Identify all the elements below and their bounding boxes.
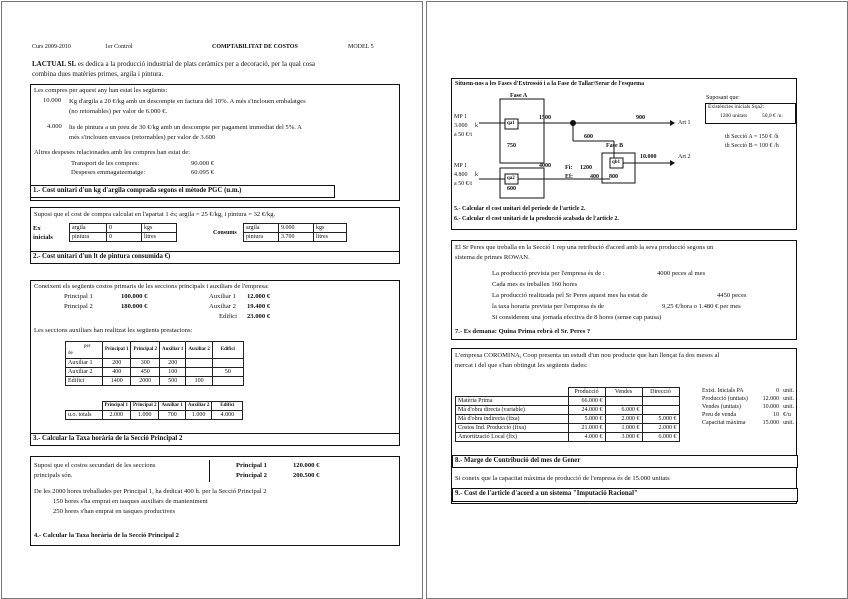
question-3: 3.- Calcular la Taxa horària de la Secció Principal 2: [30, 433, 400, 446]
rowan-box: El Sr Peres que treballa en la Secció 1 rep una retribució d'acord amb la seva producció segons un sistema de primes ROWAN. La producció prevista per l'empresa és de : 4000 peces al mes Cada mes es treballen 160 hores La producció realitzada pel Sr Peres aquest mes ha estat de 4450 peces la taxa horaria prevista per l'empresa és de 9,25 €/hora o 1.480 € per mes Si considerem una jornada efectiva de 8 hores (sense cap pausa) 7.- Es demana: Quina Prima rebrà el Sr. Peres ?: [451, 240, 797, 340]
question-8: 8.- Marge de Contribució del mes de Gener: [452, 455, 798, 468]
sections-box: Coneixent els següents costos primaris de les seccions principals i auxiliars de l'empresa: Principal 1 100.000 € Auxiliar 1 12.000 € Principal 2 180.000 € Auxiliar 2 19.400 € Edifici 23.000 € Les seccions auxiliars han realitzat les següents prestacions: per de Principal 1 Principal 2 Auxiliar 1 Auxiliar 2 Edifici Auxiliar 1 200 300 200 Auxiliar 2 400 450 100 50 Edifici 1400 2000 500 100 Principal 1 Principal 2 Auxiliar 1 Auxiliar 2 Edifici u.o. totals 2.000 1.000 700 1.000 4.000: [30, 280, 400, 446]
costs-table: Producció Vendes Direcció Matèria Prima 66.000 € Mà d'obra directa (variable) 24.000 € 6.000 € Mà d'obra indirecta (fixa) 5.000 € 2.000 € 5.000 € Costos Ind. Producció (fixa) 21.000 € 1.000 € 2.000 € Amortització Local (fix) 4.000 € 3.000 € 6.000 €: [455, 387, 680, 442]
coromina-box: L'empresa COROMINA, Coop presenta un estudi d'un nou producte que han llençat fa dos mesos al mercat i del que s'han obtingut les següents dades: Producció Vendes Direcció Matèria Prima 66.000 € Mà d'obra directa (variable) 24.000 € 6.000 € Mà d'obra indirecta (fixa) 5.000 € 2.000 € 5.000 € Costos Ind. Producció (fixa) 21.000 € 1.000 € 2.000 € Amortització Local (fix) 4.000 € 3.000 € 6.000 € Exist. Inicials PA 0 unit. Producció (unitats) 12.000 unit. Vendes (unitats) 10.000 unit. Preu de venda 10 €/u Capacitat màxima 15.000 unit. 8.- Marge de Contribució del mes de Gener Si coneix que la capacitat màxima de producció de l'empresa és de 15.000 unitats 9.- Cost de l'article d'acord a un sistema "Imputació Racional": [451, 348, 797, 504]
diagram-box: Situem-nos a les Fases d'Extrossió i a la Fase de Tallar/Serar de l'esquema Fase A Fase B MP 1 3.000 k a 50 €/t MP 1 4.800 k a 50 €/t qa1 qa2 qb1 1500 900 Art 1 750 600 4000 Fi: Ef: 1200 400 800 600 10.000 Art 2 Suposant que: Existències inicials Sqa2: 1200 unitats 50,0 € /u. th Secció A = 150 € /h th Secció B = 100 € /h 5.- Calcular el cost unitari del període de l'article 2. 6.- Calcular el cost unitari de la producció acabada de l'article 2.: [451, 78, 797, 230]
initial-stock-box: Existències inicials Sqa2: 1200 unitats 50,0 € /u.: [705, 103, 796, 124]
consumption-box: Suposi que el cost de compra calculat en l'apartat 1 és; argila = 25 €/kg, i pintura = 32 €/kg. Ex inicials argila 0 kgs pintura 0 litres Consums argila 9.000 kgs pintura 3.700 litres: [30, 207, 400, 264]
totals-table: Principal 1 Principal 2 Auxiliar 1 Auxiliar 2 Edifici u.o. totals 2.000 1.000 700 1.000 4.000: [65, 401, 243, 420]
control-label: 1er Control: [105, 44, 133, 50]
model-label: MODEL 5: [348, 44, 374, 50]
intro-text: LACTUAL SL es dedica a la producció industrial de plats ceràmics per a decoració, per la qual cosa combina dues matèries primes, argila i pintura.: [32, 60, 316, 78]
initial-stock-table: argila 0 kgs pintura 0 litres: [69, 223, 177, 242]
course-label: Curs 2009-2010: [32, 44, 71, 50]
question-2: 2.- Cost unitari d'un lt de pintura consumida €): [30, 251, 400, 264]
question-9: 9.- Cost de l'article d'acord a un sistema "Imputació Racional": [452, 488, 798, 502]
consumption-table: argila 9.000 kgs pintura 3.700 litres: [243, 223, 347, 242]
purchases-box: Les compres per aquest any han estat les següents: 10.000 Kg d'argila a 20 €/kg amb un descompte en factura del 10%. A més s'inclouen embalatges (no retornables) per valor de 6.000 €. 4.000 lts de pintura a un preu de 30 €/kg amb un descompte per pagament immediat del 5%. A més s'inclouen envasos (retornables) per valor de 3.600 Altres despeses relacionades amb les compres han estat de: Transport de les compres: 90.000 € Despeses emmagatzematge: 60.095 €: [30, 84, 400, 201]
question-1: 1.- Cost unitari d'un kg d'argila comprada segons el mètode PGC (u.m.): [30, 185, 335, 198]
page-title: COMPTABILITAT DE COSTOS: [212, 44, 298, 50]
services-table: per de Principal 1 Principal 2 Auxiliar 1 Auxiliar 2 Edifici Auxiliar 1 200 300 200 Auxiliar 2 400 450 100 50 Edifici 1400 2000 500 100: [65, 341, 244, 386]
secondary-costs-box: Suposi que el costos secundari de les seccions principals són. Principal 1 120.000 € Principal 2 200.500 € De les 2000 hores treballades per Principal 1, ha dedicat 400 h. per la Secció Principal 2 150 hores s'ha emprat en tasques auxiliars de manteniment 250 hores s'han emprat en tasques productives 4.- Calcular la Taxa horària de la Secció Principal 2: [30, 456, 400, 546]
divider: [209, 460, 210, 482]
units-table: Exist. Inicials PA 0 unit. Producció (unitats) 12.000 unit. Vendes (unitats) 10.000 unit. Preu de venda 10 €/u Capacitat màxima 15.000 unit.: [702, 388, 794, 426]
company-name: LACTUAL SL: [32, 60, 77, 68]
